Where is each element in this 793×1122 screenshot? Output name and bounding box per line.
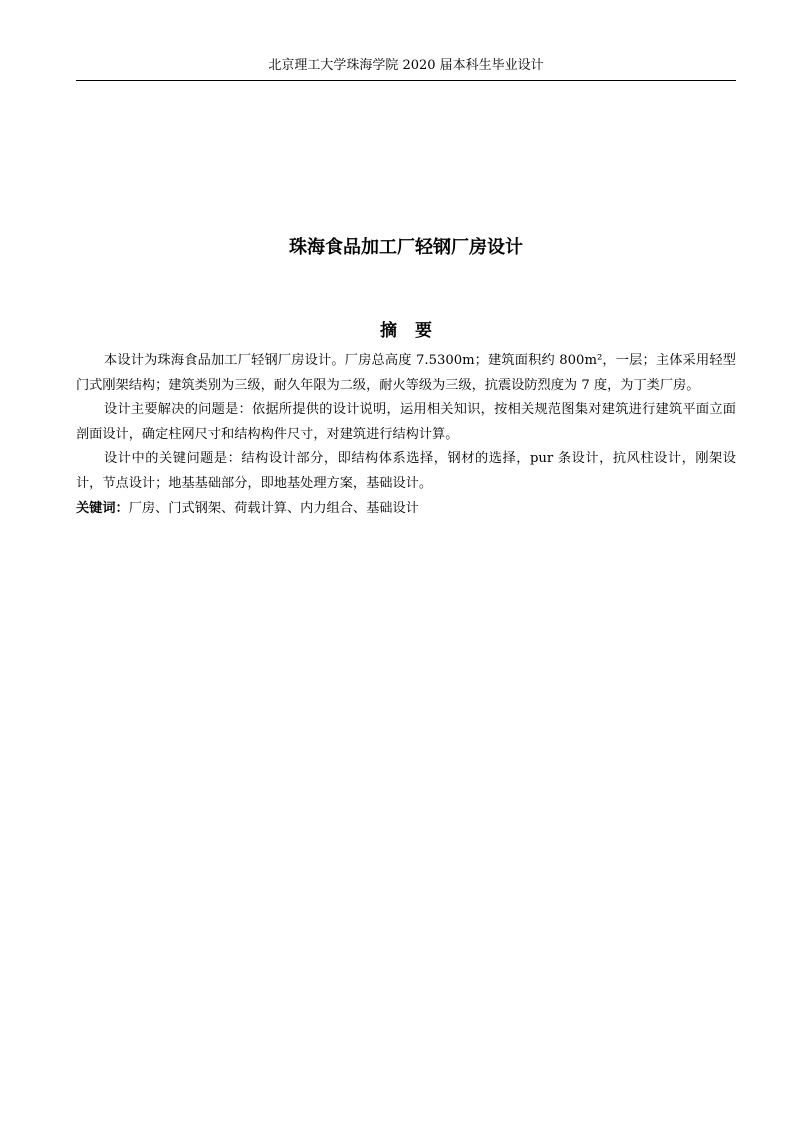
keywords-label: 关键词： [76,500,129,516]
abstract-paragraph-1: 本设计为珠海食品加工厂轻钢厂房设计。厂房总高度 7.5300m；建筑面积约 800m²，一层；主体采用轻型门式刚架结构；建筑类别为三级，耐久年限为二级，耐火等级为三级，抗震设防烈度为 7 度，为丁类厂房。 [76,353,736,393]
running-header: 北京理工大学珠海学院 2020 届本科生毕业设计 [268,58,544,73]
abstract-heading: 摘要 [380,321,450,341]
abstract-body [76,349,736,521]
keywords-line [76,497,736,522]
keywords-text: 厂房、门式钢架、荷载计算、内力组合、基础设计 [128,500,419,516]
document-title: 珠海食品加工厂轻钢厂房设计 [289,237,523,258]
header-divider [76,80,736,81]
abstract-paragraph-2: 设计主要解决的问题是：依据所提供的设计说明，运用相关知识，按相关规范图集对建筑进行建筑平面立面剖面设计，确定柱网尺寸和结构构件尺寸，对建筑进行结构计算。 [76,402,736,442]
abstract-paragraph-3: 设计中的关键问题是：结构设计部分，即结构体系选择，钢材的选择，pur 条设计，抗风柱设计，刚架设计，节点设计；地基基础部分，即地基处理方案，基础设计。 [76,451,736,491]
